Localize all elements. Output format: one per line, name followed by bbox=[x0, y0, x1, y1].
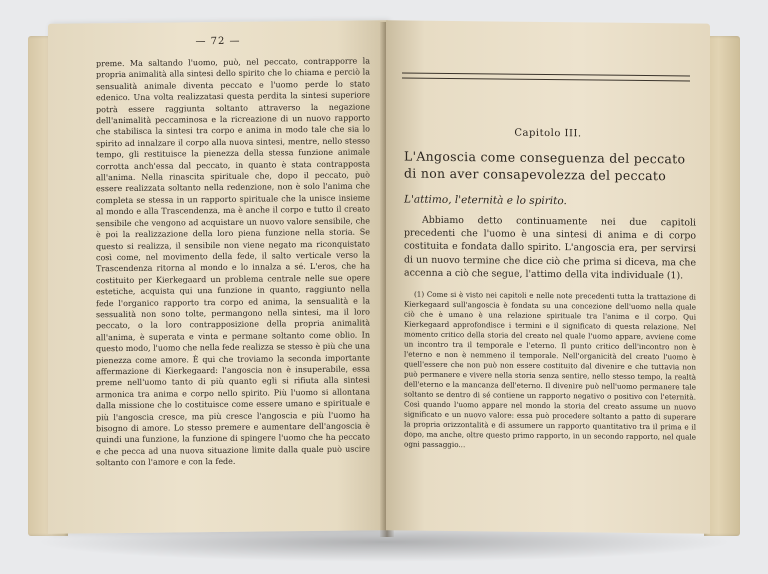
chapter-title-line: L'Angoscia come conseguenza del peccato bbox=[404, 148, 686, 167]
section-title: L'attimo, l'eternità e lo spirito. bbox=[404, 193, 567, 208]
chapter-title bbox=[404, 147, 696, 184]
chapter-rule-thick bbox=[402, 72, 690, 76]
footnote: (1) Come si è visto nei capitoli e nelle note precedenti tutta la trattazione di Kierkegaard sull'angoscia è fondata su una concezione dell'uomo nella quale ciò che è umano è una relazione spirituale tra l'anima e il corpo. Qui Kierkegaard approfondisce i termini e il significato di questa relazione. Nel momento critico della storia del creato nel quale l'uomo appare, avviene come un incontro tra il temporale e l'eterno. Il punto critico dell'incontro non è l'eterno e non è nemmeno il temporale. Nell'organicità del creato l'uomo è quell'essere che non può non essere costituito dal divenire e che tuttavia non può permanere e vivere nella storia senza sentire, nello stesso tempo, la realtà dell'eterno e la mancanza dell'eterno. Il divenire può nell'uomo permanere tale soltanto se dentro di sé contiene un rapporto negativo o positivo con l'eternità. Così quando l'uomo appare nel mondo la storia del creato assume un nuovo significato e un nuovo valore: essa può procedere soltanto a patto di superare la propria orizzontalità e di assumere un rapporto quantitativo tra il prima e il dopo, ma anche, oltre questo primo rapporto, in un secondo rapporto, nel quale ogni passaggio... bbox=[404, 289, 696, 450]
chapter-label: Capitolo III. bbox=[514, 127, 582, 140]
right-page bbox=[386, 20, 710, 533]
left-page-paragraph: preme. Ma saltando l'uomo, può, nel peccato, contrapporre la propria animalità alla sintesi dello spirito che lo chiama e perciò la sensualità animale diventa peccato e l'uomo perde lo stato edenico. Una volta realizzatasi questa perdita la sintesi superiore potrà essere raggiunta soltanto attraverso la negazione dell'animalità peccaminosa e la ricreazione di un nuovo rapporto che stabilisca la sintesi tra corpo e anima in modo tale che sia lo spirito ad innalzare il corpo alla nuova sintesi, mentre, nello stesso tempo, gli restituisce la pienezza della stessa funzione animale corrotta anch'essa dal peccato, in quanto è stata contrapposta all'anima. Nella rinascita spirituale che, dopo il peccato, può essere realizzata soltanto nella redenzione, non è solo l'anima che completa se stessa in un rapporto spirituale che la unisce insieme al mondo e alla Trascendenza, ma è anche il corpo e tutto il creato sensibile che vengono ad acquistare un nuovo valore sensibile, che è poi la realizzazione della loro piena funzione nella storia. Se questo si realizza, il sensibile non viene negato ma riconquistato così come, nel movimento della fede, il salto verticale verso la Trascendenza ritorna al mondo e lo innalza a sé. L'eros, che ha costituito per Kierkegaard un problema centrale nelle sue opere estetiche, acquista qui una funzione in quanto, raggiunto nella fede l'organico rapporto tra corpo ed anima, la sensualità e la sessualità non sono tolte, permangono nella sintesi, ma il loro peccato, o la loro contrapposizione della propria animalità all'anima, è superata e vinta e permane soltanto come oblio. In questo modo, l'uomo che nella fede realizza se stesso è più che una pienezza come amore. È qui che troviamo la seconda importante affermazione di Kierkegaard: l'angoscia non è insuperabile, essa preme nell'uomo tanto di più quanto egli si rifiuta alla sintesi armonica tra anima e corpo nello spirito. Più l'uomo si allontana dalla missione che lo costituisce come essere umano e spirituale e più l'angoscia cresce, ma più cresce l'angoscia e più l'uomo ha bisogno di amore. Lo stesso premere e aumentare dell'angoscia è quindi una funzione, la funzione di spingere l'uomo che ha peccato e che pecca ad una nuova situazione limite dalla quale può uscire soltanto con l'amore e con la fede. bbox=[96, 56, 370, 468]
open-book bbox=[28, 22, 740, 542]
chapter-rule-thin bbox=[402, 77, 690, 81]
main-paragraph: Abbiamo detto continuamente nei due capitoli precedenti che l'uomo è una sintesi di anima e di corpo costituita e fondata dallo spirito. L'angoscia era, per servirsi di un nuovo termine che dice ciò che prima si diceva, ma che accenna a ciò che segue, l'attimo della vita individuale (1). bbox=[404, 214, 696, 282]
left-page-text bbox=[48, 55, 388, 469]
left-page bbox=[48, 20, 388, 534]
page-number: — 72 — bbox=[195, 35, 241, 48]
chapter-title-line: di non aver consapevolezza del peccato bbox=[404, 165, 667, 184]
